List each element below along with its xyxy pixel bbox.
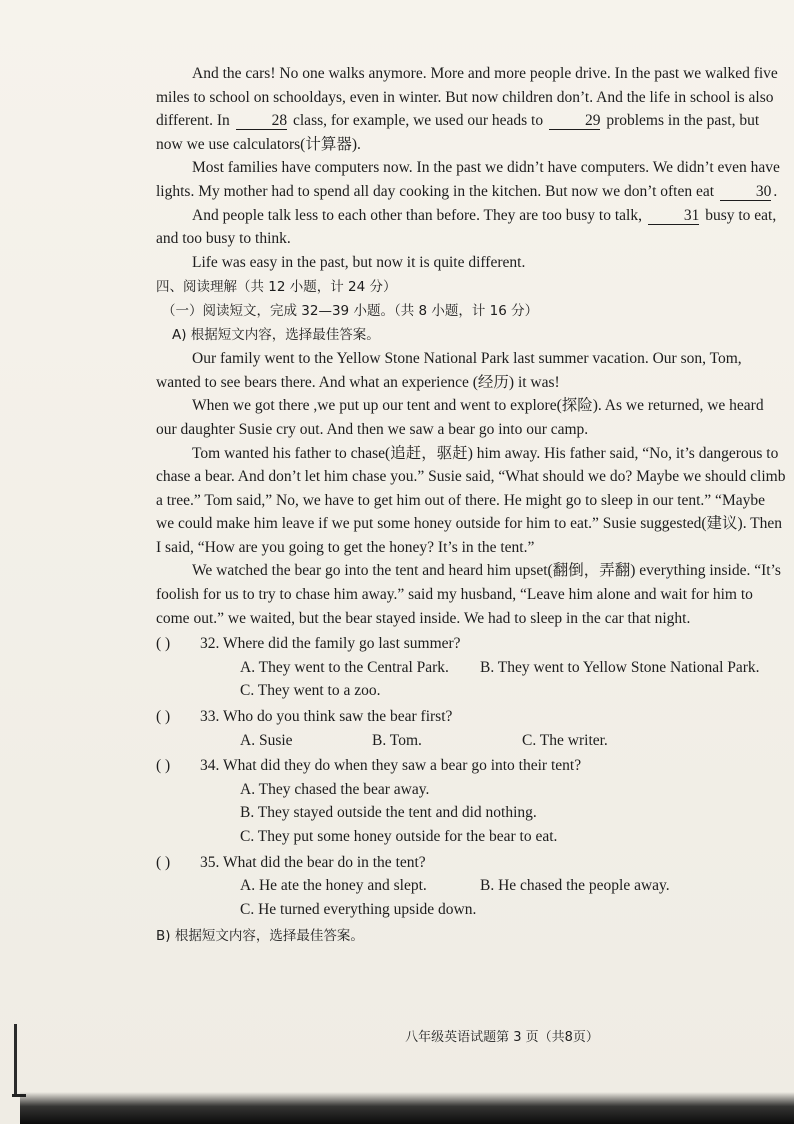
option-row	[156, 778, 786, 802]
part-b-heading: B) 根据短文内容，选择最佳答案。	[156, 928, 364, 945]
passage-paragraph: We watched the bear go into the tent and heard him upset(翻倒，弄翻) everything inside. “It’s foolish for us to try to chase him away.” said my husband, “Leave him alone and wait for him to come out.” we waited, but the bear stayed inside. We had to sleep in the car that night.	[156, 562, 781, 627]
passage-paragraph: Tom wanted his father to chase(追赶，驱赶) him away. His father said, “No, it’s dangerous to chase a bear. And don’t let him chase you.” Susie said, “What should we do? Maybe we should climb a tree.” Tom said,” No, we have to get him out of there. He might go to sleep in our tent.” “Maybe we could make him leave if we put some honey outside for him to eat.” Susie suggested(建议). Then I said, “How are you going to get the honey? It’s in the tent.”	[156, 444, 786, 556]
question-text: 33. Who do you think saw the bear first?	[200, 708, 453, 726]
question-text: 32. Where did the family go last summer?	[200, 635, 461, 653]
answer-option: C. They went to a zoo.	[240, 682, 381, 700]
cloze-paragraph-2	[156, 156, 786, 203]
cloze-text: class, for example, we used our heads to	[293, 112, 544, 130]
subsection-heading: （一）阅读短文，完成 32—39 小题。（共 8 小题，计 16 分）	[162, 302, 539, 319]
answer-option: A. They went to the Central Park.	[240, 658, 449, 676]
question-list	[156, 632, 786, 921]
answer-bracket[interactable]: ( )	[156, 853, 171, 871]
cloze-paragraph-1	[156, 62, 786, 156]
question-stem	[156, 851, 786, 875]
section-heading: 四、阅读理解（共 12 小题，计 24 分）	[156, 279, 397, 296]
question-stem	[156, 632, 786, 656]
question-text: 35. What did the bear do in the tent?	[200, 853, 426, 871]
answer-option: A. They chased the bear away.	[240, 780, 430, 798]
page-footer	[0, 1026, 794, 1045]
cloze-paragraph-3	[156, 204, 786, 251]
cloze-text: problems in the past, but now we use calculators(计算器).	[156, 112, 760, 153]
cloze-text: Most families have computers now. In the past we didn’t have computers. We didn’t even have lights. My mother had to spend all day cooking in the kitchen. But now we don’t often eat	[156, 159, 780, 200]
scan-edge-mark	[14, 1024, 17, 1096]
blank-28: 28	[236, 112, 288, 130]
scan-bottom-shadow	[20, 1092, 794, 1124]
part-a-heading: A) 根据短文内容，选择最佳答案。	[172, 326, 380, 343]
answer-bracket[interactable]: ( )	[156, 708, 171, 726]
passage-paragraph: When we got there ,we put up our tent and went to explore(探险). As we returned, we heard our daughter Susie cry out. And then we saw a bear go into our camp.	[156, 397, 764, 438]
option-row	[156, 898, 786, 922]
page-number: 八年级英语试题第 3 页（共8页）	[405, 1030, 599, 1045]
answer-option: C. He turned everything upside down.	[240, 900, 477, 918]
blank-29: 29	[549, 112, 601, 130]
option-row	[156, 801, 786, 825]
question-item	[156, 705, 786, 752]
answer-option: C. They put some honey outside for the bear to eat.	[240, 828, 558, 845]
passage-paragraph: Our family went to the Yellow Stone National Park last summer vacation. Our son, Tom, wanted to see bears there. And what an experience (经历) it was!	[156, 350, 742, 391]
question-item	[156, 851, 786, 922]
option-row	[156, 874, 786, 898]
answer-option: C. The writer.	[522, 731, 608, 749]
question-item	[156, 754, 786, 848]
option-row	[156, 729, 786, 753]
cloze-text: busy to eat, and too busy to think.	[156, 206, 777, 248]
question-item	[156, 632, 786, 703]
cloze-paragraph-4: Life was easy in the past, but now it is quite different.	[192, 253, 526, 271]
answer-bracket[interactable]: ( )	[156, 635, 171, 653]
option-row	[156, 656, 786, 680]
cloze-text: And the cars! No one walks anymore. More and more people drive. In the past we walked five miles to school on schooldays, even in winter. But now children don’t. And the life in school is also different. In	[156, 65, 778, 130]
option-row	[156, 679, 786, 703]
blank-30: 30	[720, 183, 772, 201]
blank-31: 31	[648, 207, 700, 225]
question-stem	[156, 754, 786, 778]
answer-option: A. He ate the honey and slept.	[240, 877, 427, 895]
question-stem	[156, 705, 786, 729]
answer-option: B. He chased the people away.	[480, 877, 670, 895]
cloze-text: And people talk less to each other than before. They are too busy to talk,	[192, 206, 642, 224]
answer-option: B. Tom.	[372, 731, 422, 749]
page-content	[156, 62, 786, 949]
option-row	[156, 825, 786, 849]
answer-option: B. They went to Yellow Stone National Park.	[480, 658, 760, 676]
answer-bracket[interactable]: ( )	[156, 757, 171, 775]
answer-option: B. They stayed outside the tent and did nothing.	[240, 804, 537, 822]
cloze-text: .	[773, 182, 778, 200]
answer-option: A. Susie	[240, 731, 293, 749]
question-text: 34. What did they do when they saw a bear go into their tent?	[200, 757, 582, 775]
